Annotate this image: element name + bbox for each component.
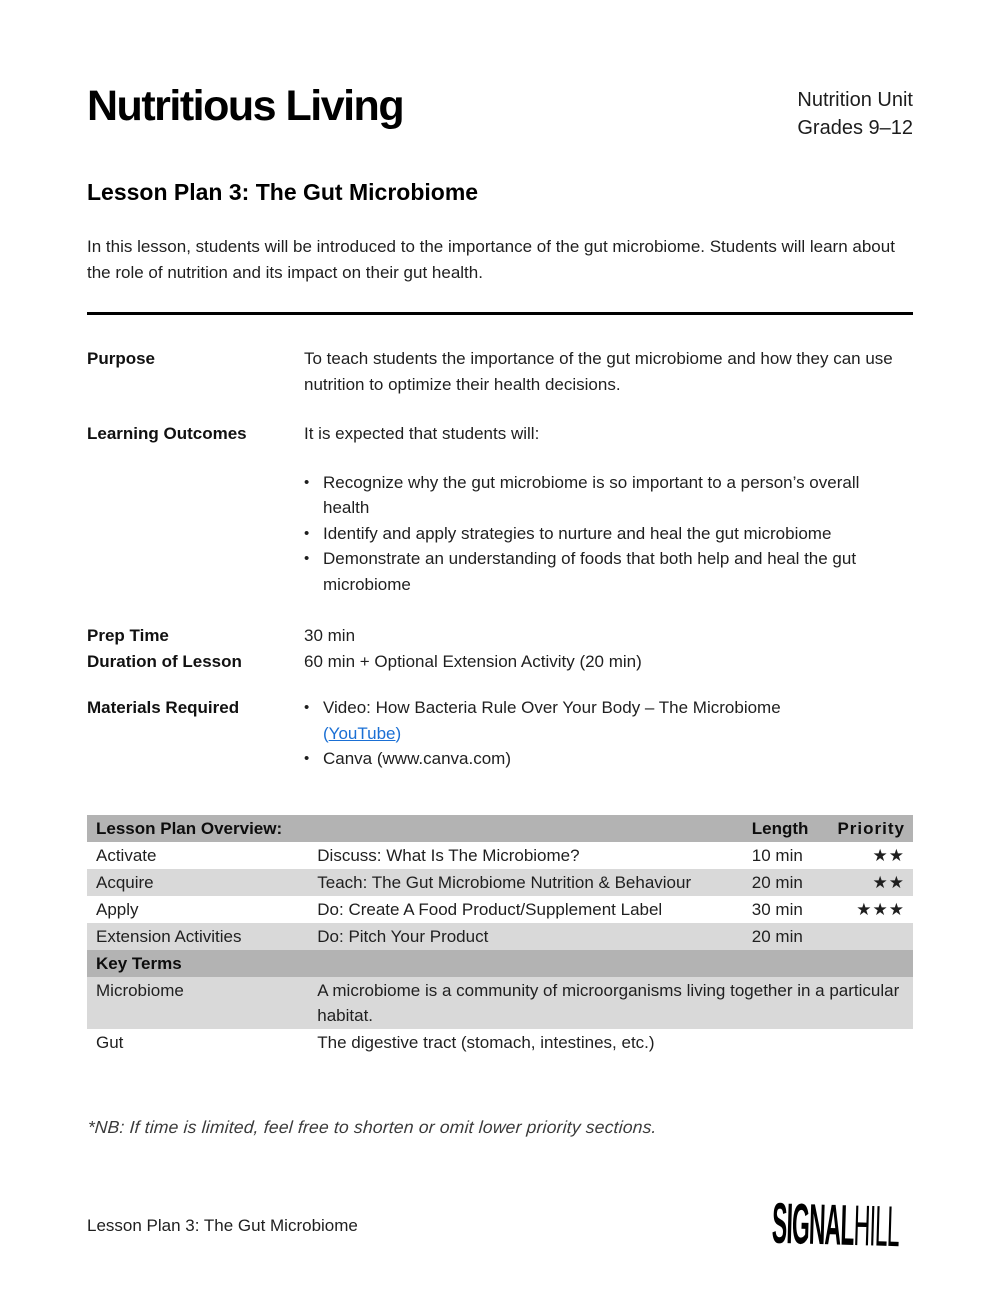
row-priority-stars — [831, 923, 913, 950]
lesson-title: Lesson Plan 3: The Gut Microbiome — [87, 179, 479, 205]
bullet-icon: • — [304, 473, 310, 491]
bullet-icon: • — [304, 699, 310, 716]
term-name: Gut — [96, 1032, 124, 1052]
material-item — [304, 746, 894, 772]
row-length: 10 min — [751, 845, 803, 865]
row-priority-stars: ★★★ — [856, 899, 905, 919]
material-item — [304, 695, 894, 746]
outcome-item — [304, 521, 894, 547]
bullet-icon: • — [304, 750, 310, 767]
column-header-priority: Priority — [831, 815, 913, 842]
outcomes-intro: It is expected that students will: — [304, 424, 540, 443]
row-activity: Discuss: What Is The Microbiome? — [317, 845, 580, 865]
unit-label: Nutrition Unit — [797, 89, 913, 111]
footer-title: Lesson Plan 3: The Gut Microbiome — [87, 1216, 358, 1235]
spacer — [87, 597, 913, 623]
table-row — [87, 923, 913, 950]
key-term-row — [87, 977, 913, 1029]
paren-close: ) — [395, 723, 402, 743]
overview-header-title: Lesson Plan Overview: — [87, 815, 740, 842]
intro-paragraph: In this lesson, students will be introduced to the importance of the gut microbiome. Students will learn about the role of nutrition and its impact on their gut health. — [87, 237, 895, 282]
spacer — [87, 447, 913, 470]
outcomes-list-wrap — [304, 470, 894, 598]
nb-note: *NB: If time is limited, feel free to shorten or omit lower priority sections. — [87, 1116, 658, 1137]
masthead — [87, 0, 913, 142]
term-name: Microbiome — [87, 977, 317, 1029]
prep-time-value: 30 min — [304, 626, 356, 645]
outcome-text: Recognize why the gut microbiome is so important to a person’s overall health — [323, 472, 860, 517]
logo-text — [771, 1191, 900, 1259]
row-section: Activate — [96, 845, 157, 865]
term-definition: The digestive tract (stomach, intestines, etc.) — [317, 1032, 655, 1052]
prep-time-label: Prep Time — [87, 626, 169, 645]
logo-signal: SIGNAL — [771, 1191, 855, 1258]
row-activity: Do: Pitch Your Product — [317, 923, 740, 950]
key-terms-header-row — [87, 950, 913, 977]
outcomes-label: Learning Outcomes — [87, 424, 247, 443]
paren-open: ( — [323, 723, 329, 743]
table-row — [87, 896, 913, 923]
bullet-icon: • — [304, 550, 310, 567]
table-row — [87, 869, 913, 896]
outcomes-list — [304, 470, 894, 598]
row-priority-stars: ★★ — [831, 869, 913, 896]
term-definition: A microbiome is a community of microorganisms living together in a particular habitat. — [317, 977, 913, 1029]
spacer-cell — [87, 470, 304, 598]
row-length: 30 min — [751, 899, 803, 919]
purpose-text: To teach students the importance of the gut microbiome and how they can use nutrition to optimize their health decisions. — [304, 349, 893, 394]
outcome-text: Demonstrate an understanding of foods that both help and heal the gut microbiome — [323, 549, 857, 594]
outcome-item — [304, 470, 894, 521]
row-section: Acquire — [87, 869, 317, 896]
key-term-row — [87, 1029, 913, 1056]
materials-list — [304, 695, 894, 772]
row-section: Apply — [96, 899, 139, 919]
outcome-item — [304, 546, 894, 597]
material-text: Canva (www.canva.com) — [323, 749, 512, 768]
row-activity: Teach: The Gut Microbiome Nutrition & Behaviour — [317, 869, 740, 896]
row-activity: Do: Create A Food Product/Supplement Label — [317, 899, 663, 919]
table-row — [87, 842, 913, 869]
divider-rule — [87, 312, 913, 315]
spacer — [87, 397, 913, 421]
bullet-icon: • — [304, 524, 310, 542]
row-priority-stars: ★★ — [872, 845, 905, 865]
unit-info — [797, 84, 913, 142]
outcome-text: Identify and apply strategies to nurture and heal the gut microbiome — [323, 523, 832, 543]
column-header-length: Length — [740, 815, 831, 842]
material-text — [323, 695, 894, 746]
duration-value: 60 min + Optional Extension Activity (20 min) — [304, 651, 642, 671]
row-length: 20 min — [740, 923, 831, 950]
video-title: Video: How Bacteria Rule Over Your Body – The Microbiome — [323, 698, 781, 717]
row-section: Extension Activities — [87, 923, 317, 950]
row-length: 20 min — [740, 869, 831, 896]
key-terms-header: Key Terms — [87, 950, 913, 977]
purpose-label: Purpose — [87, 349, 156, 368]
grades-label: Grades 9–12 — [797, 117, 913, 139]
duration-label: Duration of Lesson — [87, 651, 242, 671]
materials-list-wrap — [304, 695, 894, 772]
materials-label: Materials Required — [87, 698, 240, 717]
details-section — [87, 346, 913, 772]
page-footer — [87, 1191, 913, 1259]
signalhill-logo — [757, 1191, 914, 1259]
brand-title: Nutritious Living — [87, 82, 404, 130]
logo-hill: HILL — [852, 1193, 900, 1259]
youtube-link-label[interactable]: YouTube — [328, 723, 396, 743]
spacer — [87, 674, 913, 695]
overview-header-row — [87, 815, 913, 842]
youtube-link[interactable] — [323, 724, 401, 743]
overview-table — [87, 815, 913, 1056]
